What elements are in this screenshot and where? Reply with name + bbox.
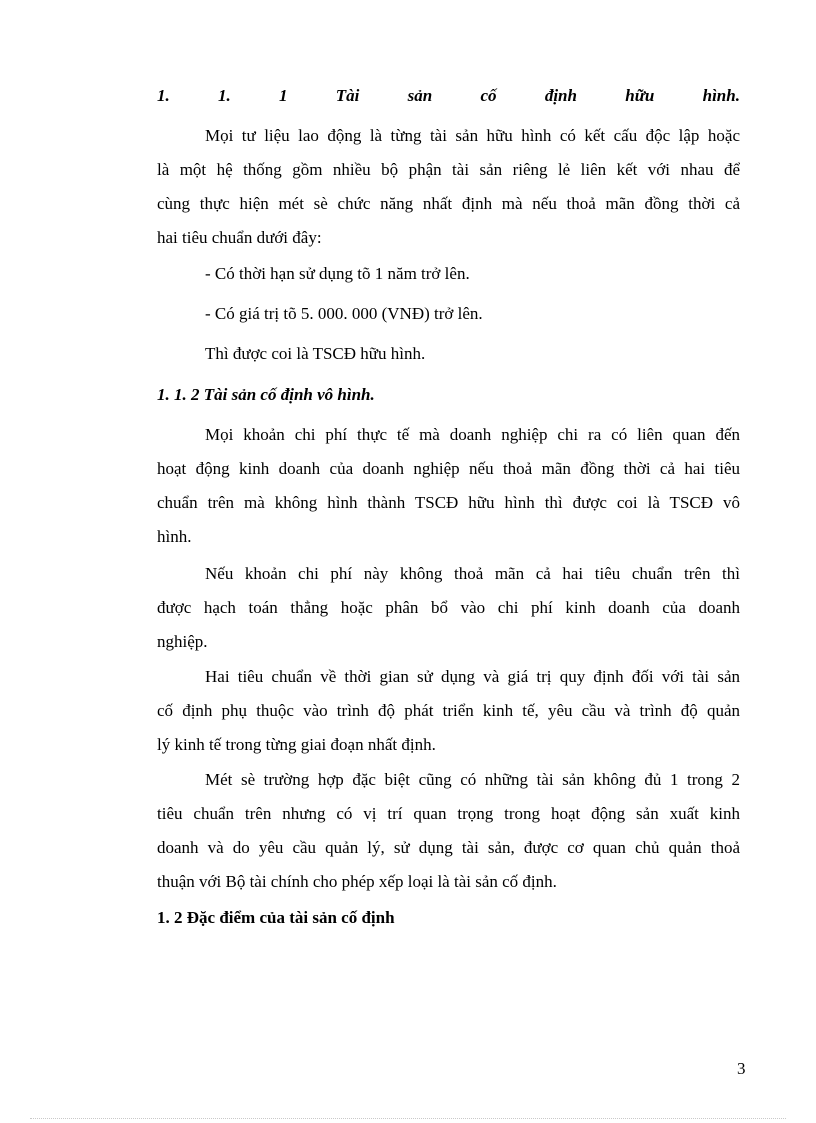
paragraph-line: Nếu khoản chi phí này không thoả mãn cả hai tiêu chuẩn trên thì bbox=[205, 564, 740, 583]
paragraph-line: được hạch toán thẳng hoặc phân bổ vào chi phí kinh doanh của doanh bbox=[157, 598, 740, 617]
paragraph-line: Mét sè trường hợp đặc biệt cũng có những tài sản không đủ 1 trong 2 bbox=[205, 770, 740, 789]
heading-part: hữu bbox=[625, 86, 655, 105]
heading-part: 1 bbox=[279, 86, 288, 105]
heading-part: hình. bbox=[702, 86, 740, 105]
paragraph-line: doanh và do yêu cầu quản lý, sử dụng tài sản, được cơ quan chủ quản thoả bbox=[157, 838, 740, 857]
heading-1-1-2: 1. 1. 2 Tài sản cố định vô hình. bbox=[157, 385, 375, 404]
paragraph-line: Mọi tư liệu lao động là từng tài sản hữu hình có kết cấu độc lập hoặc bbox=[205, 126, 740, 145]
paragraph-line: cố định phụ thuộc vào trình độ phát triển kinh tế, yêu cầu và trình độ quản bbox=[157, 701, 740, 720]
paragraph-line: tiêu chuẩn trên nhưng có vị trí quan trọng trong hoạt động sản xuất kinh bbox=[157, 804, 740, 823]
conclusion-text: Thì được coi là TSCĐ hữu hình. bbox=[205, 344, 426, 363]
paragraph-line: cùng thực hiện mét sè chức năng nhất định mà nếu thoả mãn đồng thời cả bbox=[157, 194, 740, 213]
heading-part: 1. bbox=[157, 86, 170, 105]
heading-1-2: 1. 2 Đặc điểm của tài sản cố định bbox=[157, 908, 395, 927]
heading-part: 1. bbox=[218, 86, 231, 105]
page-bottom-divider bbox=[30, 1118, 786, 1119]
heading-part: định bbox=[544, 86, 577, 105]
paragraph-line: là một hệ thống gồm nhiều bộ phận tài sản riêng lẻ liên kết với nhau để bbox=[157, 160, 740, 179]
paragraph-line: Mọi khoản chi phí thực tế mà doanh nghiệp chi ra có liên quan đến bbox=[205, 425, 740, 444]
paragraph-line: hoạt động kinh doanh của doanh nghiệp nếu thoả mãn đồng thời cả hai tiêu bbox=[157, 459, 740, 478]
paragraph-line: thuận với Bộ tài chính cho phép xếp loại là tài sản cố định. bbox=[157, 872, 557, 891]
paragraph-line: chuẩn trên mà không hình thành TSCĐ hữu hình thì được coi là TSCĐ vô bbox=[157, 493, 740, 512]
paragraph-line: nghiệp. bbox=[157, 632, 208, 651]
heading-part: cố bbox=[480, 86, 497, 105]
heading-1-1-1 bbox=[157, 84, 740, 108]
heading-part: Tài bbox=[335, 86, 360, 105]
heading-part: sản bbox=[407, 86, 433, 105]
bullet-item: - Có thời hạn sử dụng tõ 1 năm trở lên. bbox=[205, 264, 470, 283]
paragraph-line: hình. bbox=[157, 527, 192, 546]
paragraph-line: hai tiêu chuẩn dưới đây: bbox=[157, 228, 322, 247]
paragraph-line: lý kinh tế trong từng giai đoạn nhất định. bbox=[157, 735, 436, 754]
bullet-item: - Có giá trị tõ 5. 000. 000 (VNĐ) trở lên. bbox=[205, 304, 483, 323]
paragraph-line: Hai tiêu chuẩn về thời gian sử dụng và giá trị quy định đối với tài sản bbox=[205, 667, 740, 686]
page-number: 3 bbox=[737, 1059, 746, 1078]
